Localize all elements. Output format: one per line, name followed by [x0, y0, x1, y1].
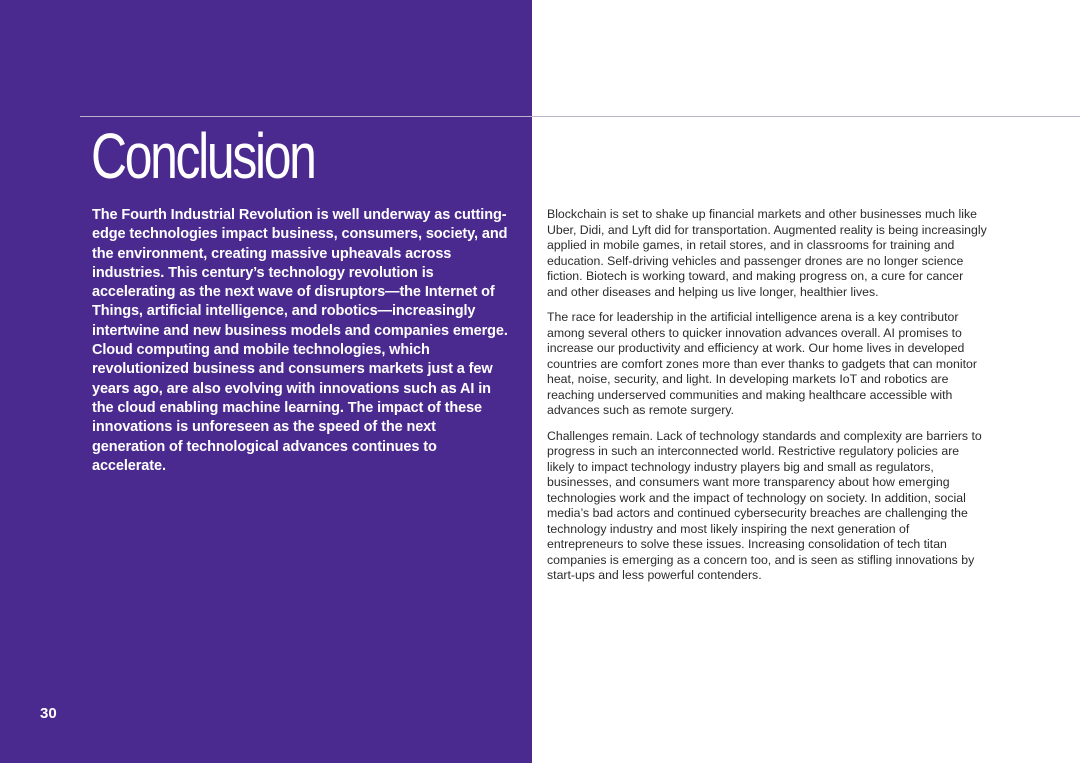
lead-paragraph: The Fourth Industrial Revolution is well underway as cutting-edge technologies impact business, consumers, society, and the environment, creating massive upheavals across industries. This century’s technology revolution is accelerating as the next wave of disruptors—the Internet of Things, artificial intelligence, and robotics—increasingly intertwine and new business models and companies emerge. Cloud computing and mobile technologies, which revolutionized business and consumers markets just a few years ago, are also evolving with innovations such as AI in the cloud enabling machine learning. The impact of these innovations is unforeseen as the speed of the next generation of technological advances continues to accelerate.	[92, 207, 508, 474]
page-title: Conclusion	[91, 120, 315, 192]
body-column	[547, 207, 987, 594]
body-paragraph-ai: The race for leadership in the artificial intelligence arena is a key contributor among several others to quicker innovation advances overall. AI promises to increase our productivity and efficiency at work. Our home lives in developed countries are comfort zones more than ever thanks to gadgets that can monitor heat, noise, security, and light. In developing markets IoT and robotics are reaching underserved communities and making healthcare accessible with advances such as remote surgery.	[547, 310, 977, 417]
page-number: 30	[40, 705, 57, 722]
body-paragraph-blockchain: Blockchain is set to shake up financial markets and other businesses much like Uber, Didi, and Lyft did for transportation. Augmented reality is being increasingly applied in mobile games, in retail stores, and in classrooms for training and education. Self-driving vehicles and passenger drones are no longer science fiction. Biotech is working toward, and making progress on, a cure for cancer and other diseases and helping us live longer, healthier lives.	[547, 207, 987, 299]
body-paragraph-challenges: Challenges remain. Lack of technology standards and complexity are barriers to progress in such an interconnected world. Restrictive regulatory policies are likely to impact technology industry players big and small as regulators, businesses, and consumers want more transparency about how emerging technologies work and the impact of technology on society. In addition, social media’s bad actors and continued cybersecurity breaches are challenging the technology industry and most likely inspiring the next generation of entrepreneurs to solve these issues. Increasing consolidation of tech titan companies is emerging as a concern too, and is seen as stifling innovations by start-ups and less powerful contenders.	[547, 428, 982, 582]
vertical-fine-print	[1068, 118, 1076, 738]
horizontal-rule	[80, 116, 1080, 117]
